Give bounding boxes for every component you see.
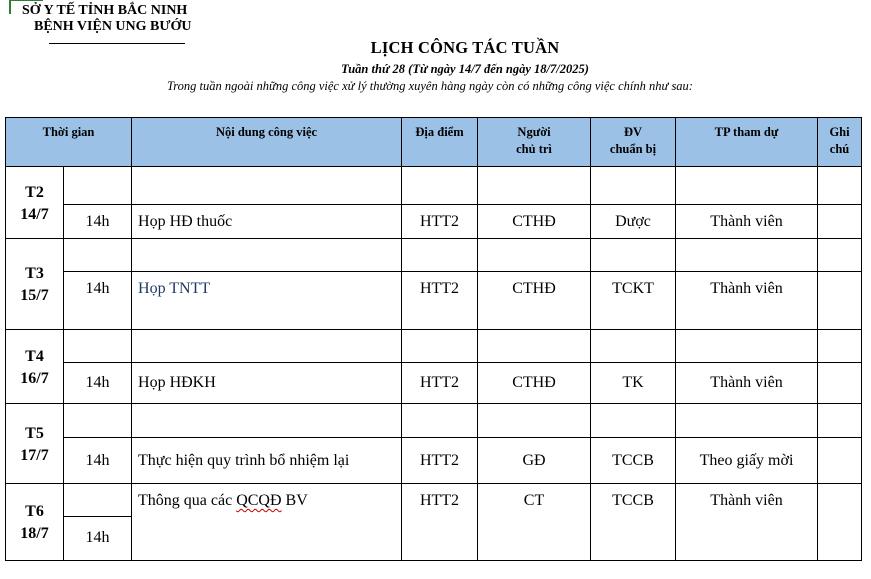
org-name-department: SỞ Y TẾ TỈNH BẮC NINH — [22, 3, 188, 18]
blank-cell — [818, 330, 862, 363]
page-title: LỊCH CÔNG TÁC TUẦN — [370, 38, 560, 57]
blank-cell — [591, 239, 676, 272]
table-row — [6, 239, 862, 272]
day-date: 18/7 — [20, 525, 49, 542]
participants-cell: Thành viên — [676, 205, 818, 239]
blank-cell — [478, 330, 591, 363]
col-header-prep — [591, 118, 676, 167]
blank-cell — [478, 239, 591, 272]
blank-cell — [818, 404, 862, 438]
blank-cell — [676, 239, 818, 272]
col-header-host — [478, 118, 591, 167]
blank-cell — [64, 484, 132, 517]
blank-cell — [402, 330, 478, 363]
blank-cell — [64, 239, 132, 272]
header-row — [6, 118, 862, 167]
day-cell — [6, 330, 64, 404]
prep-cell: Dược — [591, 205, 676, 239]
col-header-note-l2: chú — [829, 142, 850, 156]
day-date: 15/7 — [20, 287, 49, 304]
note-cell — [818, 363, 862, 404]
hour-cell: 14h — [64, 272, 132, 330]
prep-cell: TK — [591, 363, 676, 404]
participants-cell: Thành viên — [676, 363, 818, 404]
prep-cell: TCCB — [591, 438, 676, 484]
participants-cell: Theo giấy mời — [676, 438, 818, 484]
day-date: 16/7 — [20, 369, 49, 387]
location-cell: HTT2 — [402, 272, 478, 330]
hour-cell: 14h — [64, 205, 132, 239]
blank-cell — [676, 404, 818, 438]
table-row — [6, 167, 862, 205]
hour-cell: 14h — [64, 517, 132, 561]
hour-cell: 14h — [64, 438, 132, 484]
blank-cell — [402, 167, 478, 205]
content-cell: Thực hiện quy trình bổ nhiệm lại — [132, 438, 402, 484]
cell-selection-mark-top — [9, 0, 43, 1]
content-cell — [132, 484, 402, 561]
schedule-table — [5, 117, 862, 561]
day-weekday: T4 — [25, 347, 44, 365]
host-cell: GĐ — [478, 438, 591, 484]
blank-cell — [132, 404, 402, 438]
blank-cell — [132, 167, 402, 205]
blank-cell — [478, 167, 591, 205]
col-header-host-l2: chủ trì — [516, 142, 552, 156]
day-weekday: T2 — [25, 183, 44, 201]
host-cell: CTHĐ — [478, 272, 591, 330]
table-row — [6, 484, 862, 517]
day-date: 17/7 — [20, 446, 49, 464]
host-cell: CTHĐ — [478, 205, 591, 239]
col-header-content: Nội dung công việc — [132, 118, 402, 167]
blank-cell — [402, 404, 478, 438]
blank-cell — [478, 404, 591, 438]
note-cell — [818, 484, 862, 561]
blank-cell — [64, 330, 132, 363]
table-row — [6, 363, 862, 404]
intro-text: Trong tuần ngoài những công việc xử lý thường xuyên hàng ngày còn có những công việc chính như sau: — [167, 79, 693, 93]
spellcheck-flagged-word: QCQĐ — [236, 492, 282, 509]
location-cell: HTT2 — [402, 363, 478, 404]
blank-cell — [64, 167, 132, 205]
day-date: 14/7 — [20, 205, 49, 223]
day-weekday: T5 — [25, 424, 44, 442]
day-cell — [6, 167, 64, 239]
host-cell: CT — [478, 484, 591, 561]
blank-cell — [591, 167, 676, 205]
blank-cell — [676, 167, 818, 205]
location-cell: HTT2 — [402, 484, 478, 561]
col-header-note-l1: Ghi — [829, 125, 850, 139]
blank-cell — [402, 239, 478, 272]
col-header-prep-l2: chuẩn bị — [609, 142, 657, 156]
col-header-host-l1: Người — [517, 125, 551, 139]
blank-cell — [818, 167, 862, 205]
host-cell: CTHĐ — [478, 363, 591, 404]
blank-cell — [818, 239, 862, 272]
table-row — [6, 438, 862, 484]
day-weekday: T6 — [25, 503, 44, 520]
content-cell: Họp TNTT — [132, 272, 402, 330]
blank-cell — [132, 330, 402, 363]
prep-cell: TCKT — [591, 272, 676, 330]
location-cell: HTT2 — [402, 438, 478, 484]
blank-cell — [591, 330, 676, 363]
blank-cell — [64, 404, 132, 438]
note-cell — [818, 205, 862, 239]
cell-selection-mark — [9, 0, 11, 14]
location-cell: HTT2 — [402, 205, 478, 239]
content-cell: Họp HĐKH — [132, 363, 402, 404]
content-text-pre: Thông qua các — [138, 492, 237, 509]
content-cell: Họp HĐ thuốc — [132, 205, 402, 239]
hour-cell: 14h — [64, 363, 132, 404]
table-row — [6, 404, 862, 438]
day-cell — [6, 484, 64, 561]
prep-cell: TCCB — [591, 484, 676, 561]
blank-cell — [591, 404, 676, 438]
participants-cell: Thành viên — [676, 484, 818, 561]
day-cell — [6, 239, 64, 330]
col-header-prep-l1: ĐV — [623, 125, 643, 139]
participants-cell: Thành viên — [676, 272, 818, 330]
table-row — [6, 330, 862, 363]
content-text-post: BV — [281, 492, 308, 509]
note-cell — [818, 438, 862, 484]
day-cell — [6, 404, 64, 484]
col-header-participants: TP tham dự — [676, 118, 818, 167]
blank-cell — [132, 239, 402, 272]
col-header-location: Địa điểm — [402, 118, 478, 167]
note-cell — [818, 272, 862, 330]
org-name-hospital: BỆNH VIỆN UNG BƯỚU — [34, 19, 192, 34]
table-row — [6, 205, 862, 239]
blank-cell — [676, 330, 818, 363]
col-header-note — [818, 118, 862, 167]
col-header-time: Thời gian — [6, 118, 132, 167]
week-subtitle: Tuần thứ 28 (Từ ngày 14/7 đến ngày 18/7/2025) — [341, 62, 589, 76]
table-row — [6, 272, 862, 330]
day-weekday: T3 — [25, 265, 44, 282]
